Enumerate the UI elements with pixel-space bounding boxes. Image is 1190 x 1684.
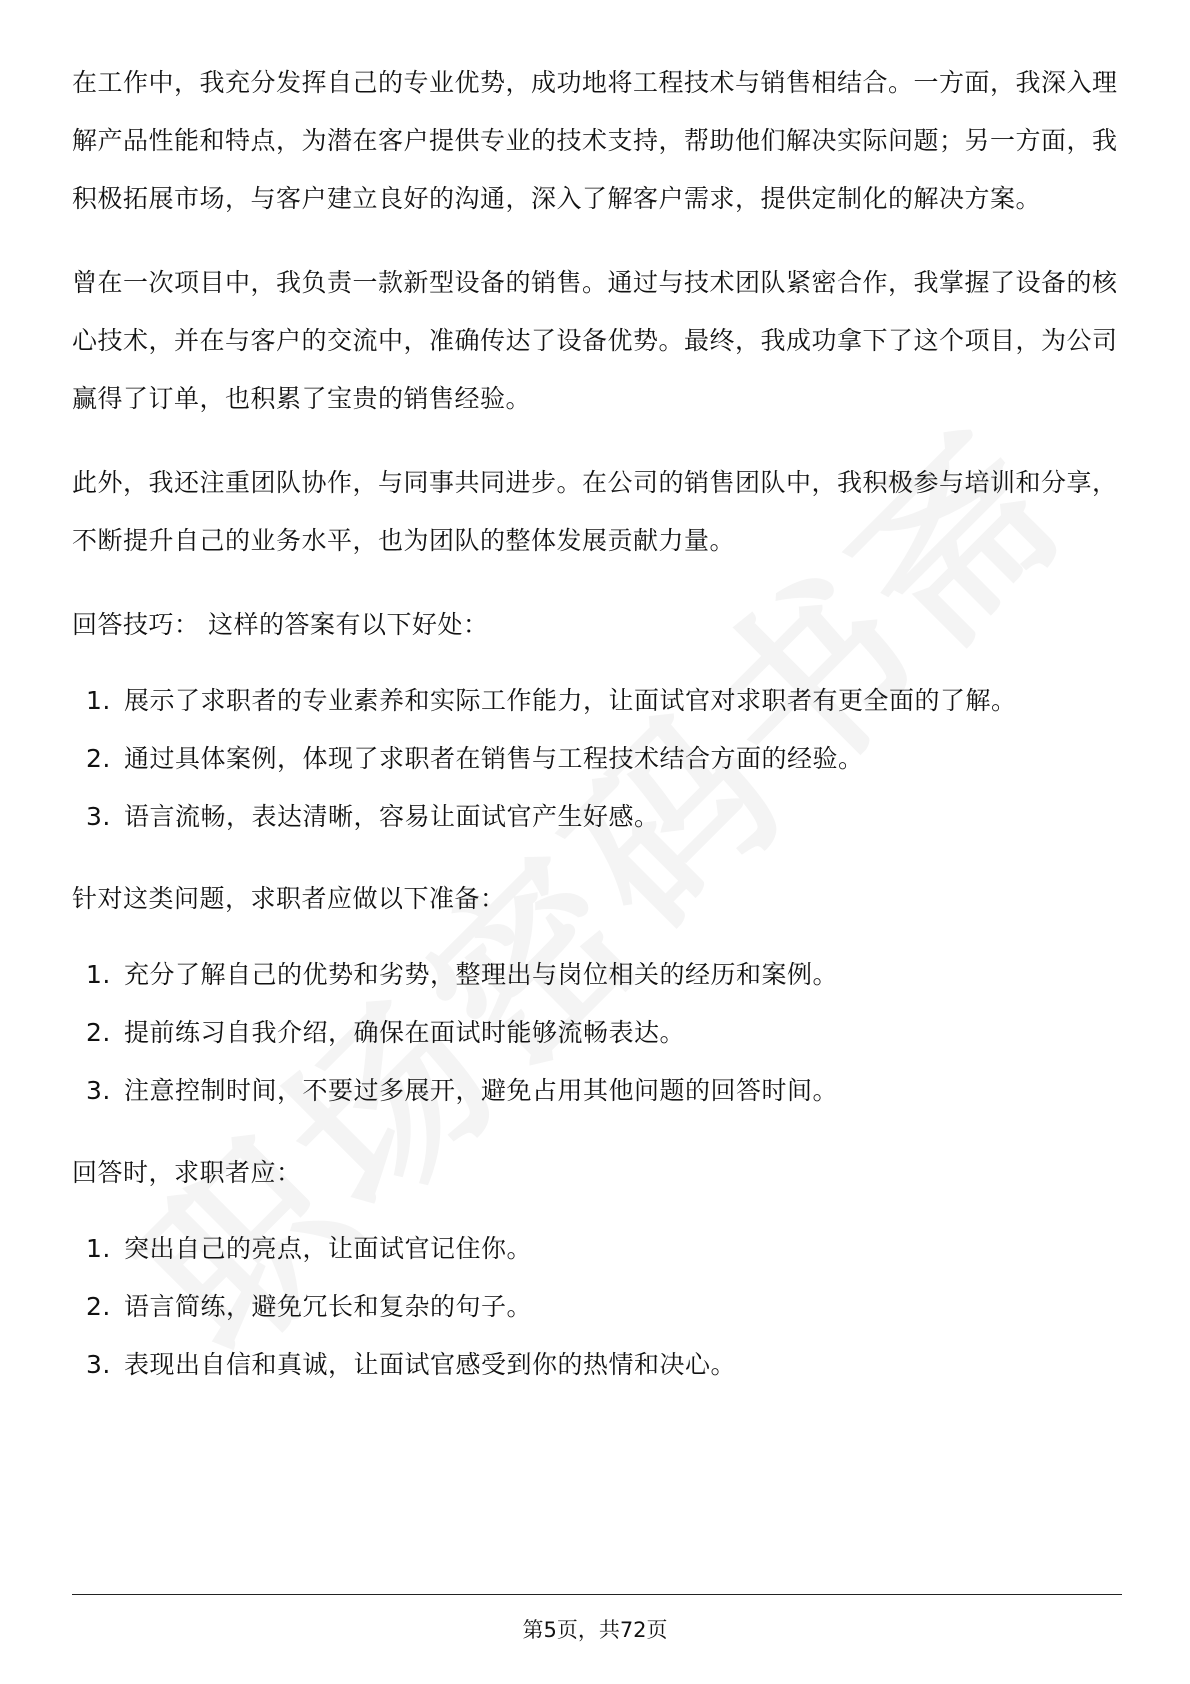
list-item-text: 通过具体案例，体现了求职者在销售与工程技术结合方面的经验。 xyxy=(124,744,864,773)
list-item xyxy=(72,730,1122,788)
list-item xyxy=(72,672,1122,730)
paragraph-project-case: 曾在一次项目中，我负责一款新型设备的销售。通过与技术团队紧密合作，我掌握了设备的核心技术，并在与客户的交流中，准确传达了设备优势。最终，我成功拿下了这个项目，为公司赢得了订单，也积累了宝贵的销售经验。 xyxy=(72,268,1118,413)
list-item-number: 3. xyxy=(86,1076,111,1105)
list-item xyxy=(72,1336,1122,1394)
when-answering-list xyxy=(72,1220,1122,1394)
list-item xyxy=(72,1220,1122,1278)
list-item-number: 1. xyxy=(86,960,111,989)
section-heading-preparation: 针对这类问题，求职者应做以下准备： xyxy=(72,884,506,913)
list-item-text: 充分了解自己的优势和劣势，整理出与岗位相关的经历和案例。 xyxy=(124,960,839,989)
list-item-text: 表现出自信和真诚，让面试官感受到你的热情和决心。 xyxy=(124,1350,737,1379)
list-item-number: 1. xyxy=(86,686,111,715)
list-item xyxy=(72,788,1122,846)
page-number: 第5页，共72页 xyxy=(522,1618,668,1642)
section-heading-answer-tips: 回答技巧： 这样的答案有以下好处： xyxy=(72,610,489,639)
list-item-text: 提前练习自我介绍，确保在面试时能够流畅表达。 xyxy=(124,1018,686,1047)
list-item xyxy=(72,1004,1122,1062)
list-item-text: 注意控制时间，不要过多展开，避免占用其他问题的回答时间。 xyxy=(124,1076,839,1105)
list-item-number: 2. xyxy=(86,1018,111,1047)
preparation-list xyxy=(72,946,1122,1120)
list-item-number: 3. xyxy=(86,802,111,831)
list-item-text: 突出自己的亮点，让面试官记住你。 xyxy=(124,1234,533,1263)
list-item xyxy=(72,946,1122,1004)
answer-tips-list xyxy=(72,672,1122,846)
paragraph-work-strengths: 在工作中，我充分发挥自己的专业优势，成功地将工程技术与销售相结合。一方面，我深入理解产品性能和特点，为潜在客户提供专业的技术支持，帮助他们解决实际问题；另一方面，我积极拓展市场，与客户建立良好的沟通，深入了解客户需求，提供定制化的解决方案。 xyxy=(72,68,1118,213)
paragraph-teamwork: 此外，我还注重团队协作，与同事共同进步。在公司的销售团队中，我积极参与培训和分享，不断提升自己的业务水平，也为团队的整体发展贡献力量。 xyxy=(72,468,1118,555)
list-item-number: 3. xyxy=(86,1350,111,1379)
list-item-text: 语言简练，避免冗长和复杂的句子。 xyxy=(124,1292,533,1321)
page-content xyxy=(72,54,1122,1418)
footer-divider xyxy=(72,1594,1122,1595)
list-item-text: 展示了求职者的专业素养和实际工作能力，让面试官对求职者有更全面的了解。 xyxy=(124,686,1017,715)
section-heading-when-answering: 回答时，求职者应： xyxy=(72,1158,302,1187)
list-item-number: 2. xyxy=(86,1292,111,1321)
list-item xyxy=(72,1278,1122,1336)
list-item-number: 1. xyxy=(86,1234,111,1263)
list-item-text: 语言流畅，表达清晰，容易让面试官产生好感。 xyxy=(124,802,660,831)
list-item-number: 2. xyxy=(86,744,111,773)
list-item xyxy=(72,1062,1122,1120)
